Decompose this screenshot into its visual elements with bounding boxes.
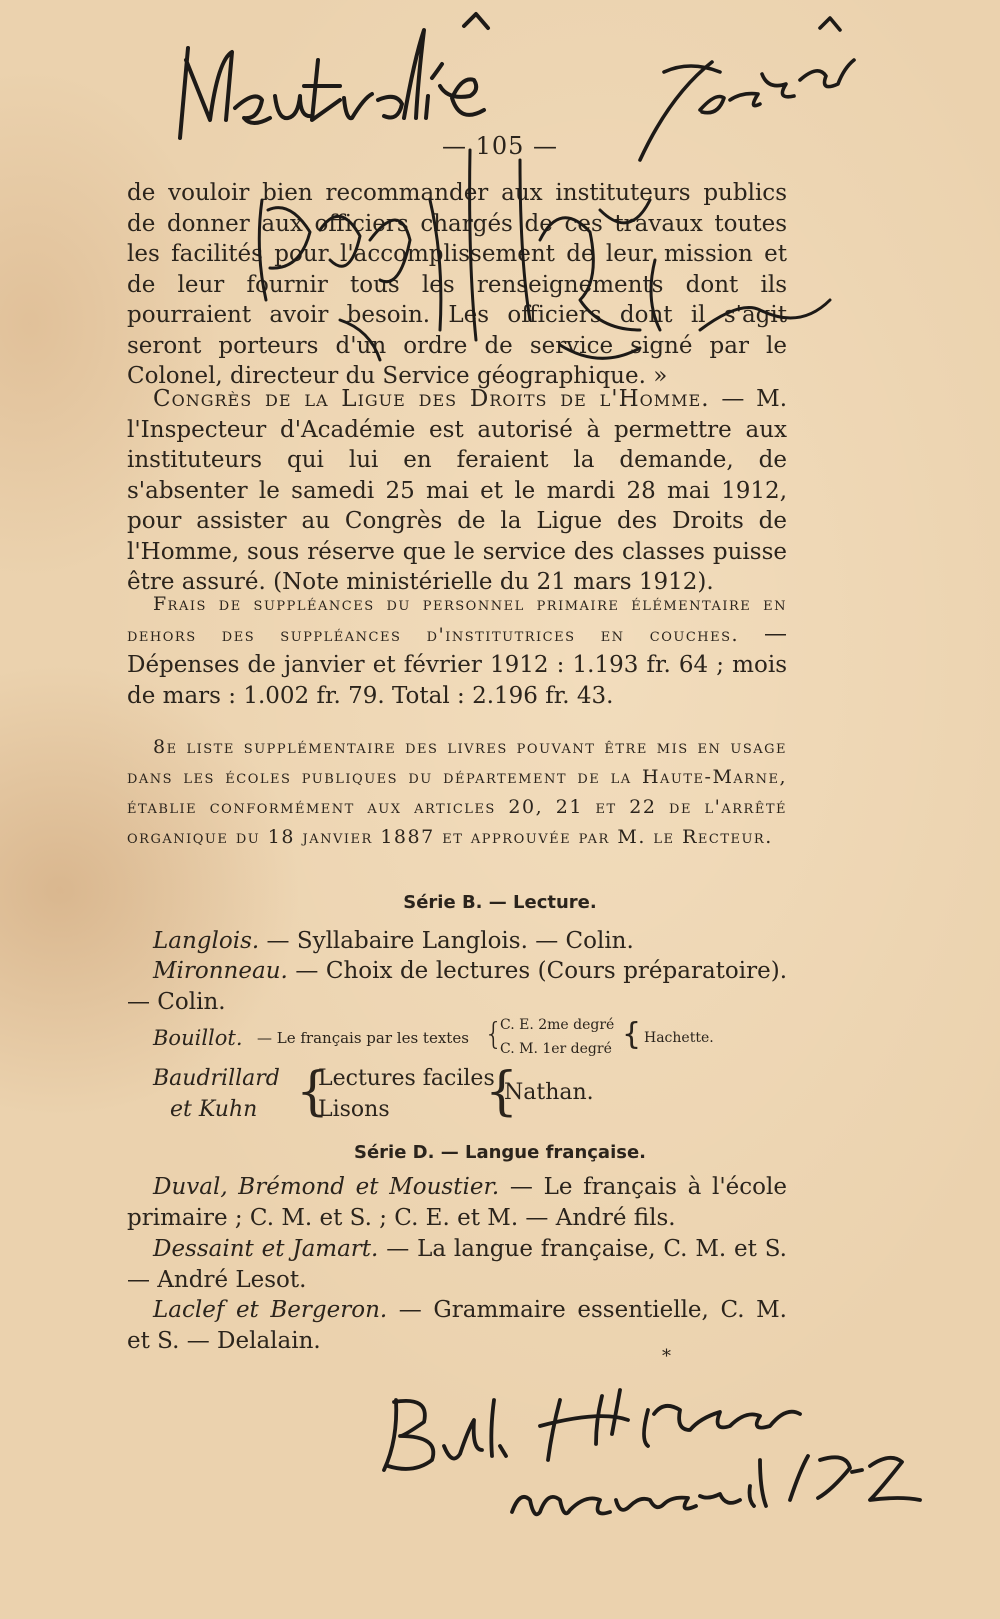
handwriting-neutralite-te [440, 14, 488, 115]
entry-text: — Choix de lectures (Cours préparatoire). — Colin. [127, 958, 787, 1015]
series-d-title: Série D. — Langue française. [353, 1142, 647, 1163]
entry-author: Laclef et Bergeron. [153, 1297, 388, 1323]
entry-text: — Grammaire essentielle, C. M. et S. — Delalain. [127, 1297, 787, 1354]
heading-congres: Congrès de la Ligue des Droits de l'Homme. [153, 386, 710, 412]
entry-text: — La langue française, C. M. et S. — André Lesot. [127, 1236, 787, 1293]
bouillot-author: Bouillot. [153, 1026, 243, 1050]
handwriting-bottom-line-2 [520, 1480, 728, 1510]
paragraph-congres [127, 384, 787, 598]
bouillot-brace-left: { [484, 1017, 504, 1052]
entry-author: Duval, Brémond et Moustier. [153, 1174, 500, 1200]
baudrillard-author-2: et Kuhn [170, 1097, 258, 1122]
bouillot-level-1: C. E. 2me degré [500, 1017, 615, 1033]
handwriting-top-title [190, 60, 326, 90]
paragraph-liste: 8e liste supplémentaire des livres pouvant être mis en usage dans les écoles publiques du département de la Haute-Marne, établie conformément aux articles 20, 21 et 22 de l'arrêté organique du 18 janvier 1887 et approuvée par M. le Recteur. [127, 736, 787, 848]
entry-dessaint [127, 1234, 787, 1295]
handwriting-neutralite-eu [235, 96, 312, 123]
page-number: — 105 — [441, 132, 559, 160]
small-asterisk: * [662, 1346, 671, 1367]
entry-mironneau [127, 956, 787, 1017]
baudrillard-author-1: Baudrillard [153, 1066, 280, 1091]
baudrillard-title-1: Lectures faciles [318, 1066, 495, 1091]
heading-frais: Frais de suppléances du personnel primaire élémentaire en dehors des suppléances d'institutrices en couches. [127, 593, 787, 646]
entry-langlois [127, 926, 787, 957]
entry-author: Langlois. [153, 928, 260, 954]
baudrillard-title-2: Lisons [318, 1097, 390, 1122]
entry-author: Dessaint et Jamart. [153, 1236, 379, 1262]
baudrillard-publisher: Nathan. [504, 1080, 594, 1105]
handwriting-1912 [790, 1456, 920, 1500]
entry-author: Mironneau. [153, 958, 288, 984]
bouillot-level-2: C. M. 1er degré [500, 1041, 612, 1057]
bouillot-brace-right: { [622, 1017, 642, 1052]
paragraph-frais [127, 589, 787, 712]
bouillot-title: — Le français par les textes [257, 1029, 469, 1047]
entry-duval [127, 1172, 787, 1233]
entry-laclef [127, 1295, 787, 1356]
bouillot-publisher: Hachette. [644, 1030, 714, 1046]
handwriting-bottom-line-1 [400, 1410, 597, 1440]
baudrillard-brace-left: { [296, 1062, 330, 1122]
handwriting-top-right [700, 60, 798, 90]
series-b-title: Série B. — Lecture. [403, 892, 597, 913]
text-frais: — Dépenses de janvier et février 1912 : 1.193 fr. 64 ; mois de mars : 1.002 fr. 79. Total : 2.196 fr. 43. [127, 621, 788, 709]
entry-text: — Le français à l'école primaire ; C. M. et S. ; C. E. et M. — André fils. [127, 1174, 787, 1231]
baudrillard-brace-right: { [485, 1062, 519, 1122]
text-congres: — M. l'Inspecteur d'Académie est autorisé à permettre aux instituteurs qui lui en feraient la demande, de s'absenter le samedi 25 mai et le mardi 28 mai 1912, pour assister au Congrès de la Ligue des Droits de l'Homme, sous réserve que le service des classes puisse être assuré. (Note ministérielle du 21 mars 1912). [127, 386, 787, 595]
paragraph-instructions: de vouloir bien recommander aux instituteurs publics de donner aux officiers chargés de ces travaux toutes les facilités pour l'accomplissement de leur mission et de leur fournir tous les renseignements dont ils pourraient avoir besoin. Les officiers dont il s'agit seront porteurs d'un ordre de service signé par le Colonel, directeur du Service géographique. » [127, 180, 787, 389]
entry-text: — Syllabaire Langlois. — Colin. [259, 928, 634, 954]
